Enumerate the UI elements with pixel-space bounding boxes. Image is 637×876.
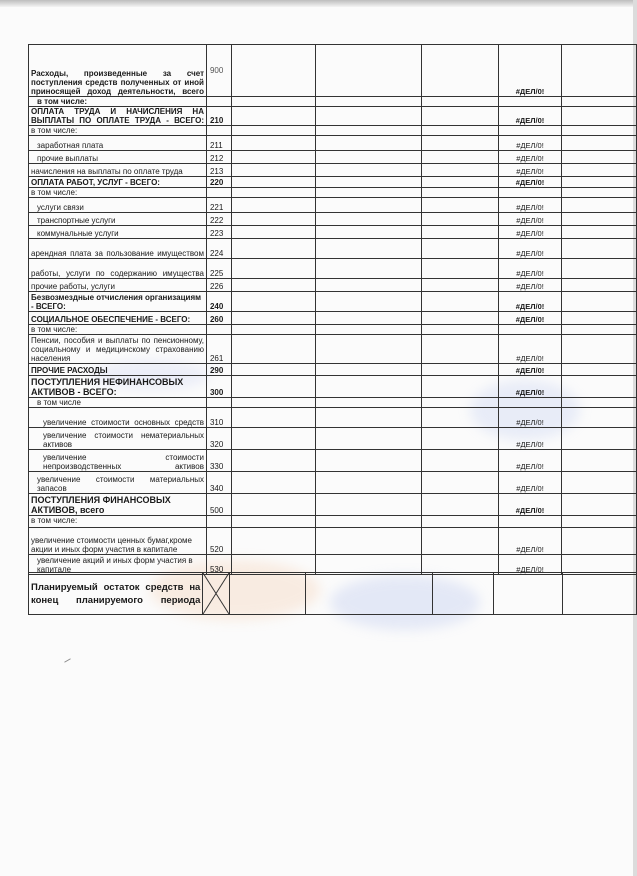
row-label: ОПЛАТА ТРУДА И НАЧИСЛЕНИЯ НА ВЫПЛАТЫ ПО ОПЛАТЕ ТРУДА - ВСЕГО: [29,107,207,126]
table-row [29,177,637,188]
cell [433,573,494,615]
cell [231,45,315,97]
row-label: в том числе: [29,126,207,136]
row-label: прочие выплаты [29,151,207,164]
row-code: 212 [206,151,231,164]
cell [563,573,637,615]
row-label: транспортные услуги [29,213,207,226]
cell [493,573,563,615]
row-value: #ДЕЛ/0! [498,164,562,177]
row-label: прочие работы, услуги [29,279,207,292]
table-row [29,45,637,97]
table-row [29,97,637,107]
row-code: 240 [206,292,231,312]
row-label: ПОСТУПЛЕНИЯ ФИНАНСОВЫХ АКТИВОВ, всего [29,494,207,516]
table-row [29,335,637,364]
row-label: увеличение стоимости ценных бумаг,кроме акции и иных форм участия в капитале [29,528,207,555]
row-label: заработная плата [29,136,207,151]
row-value: #ДЕЛ/0! [498,494,562,516]
row-value: #ДЕЛ/0! [498,312,562,325]
row-value: #ДЕЛ/0! [498,107,562,126]
row-code: 330 [206,450,231,472]
row-code: 220 [206,177,231,188]
row-label: в том числе: [29,325,207,335]
cell [562,45,637,97]
row-value: #ДЕЛ/0! [498,226,562,239]
expense-table [28,44,637,575]
row-label: коммунальные услуги [29,226,207,239]
row-value: #ДЕЛ/0! [498,177,562,188]
row-value: #ДЕЛ/0! [498,259,562,279]
row-value: #ДЕЛ/0! [498,528,562,555]
row-label: увеличение стоимости основных средств [29,408,207,428]
table-row [29,325,637,335]
row-code: 500 [206,494,231,516]
table-row [29,107,637,126]
row-label: работы, услуги по содержанию имущества [29,259,207,279]
table-row [29,226,637,239]
row-label: Пенсии, пособия и выплаты по пенсионному, социальному и медицинскому страхованию населения [29,335,207,364]
table-row [29,164,637,177]
row-code: 520 [206,528,231,555]
row-code: 222 [206,213,231,226]
row-code: 900 [206,45,231,97]
row-code: 260 [206,312,231,325]
table-row [29,450,637,472]
row-code: 211 [206,136,231,151]
row-code: 225 [206,259,231,279]
row-value: #ДЕЛ/0! [498,335,562,364]
row-label: Безвозмездные отчисления организациям - ВСЕГО: [29,292,207,312]
row-label: ОПЛАТА РАБОТ, УСЛУГ - ВСЕГО: [29,177,207,188]
planned-balance-table [28,572,637,615]
table-row [29,312,637,325]
cell [315,45,421,97]
row-label: ПРОЧИЕ РАСХОДЫ [29,364,207,376]
table-row [29,376,637,398]
row-label: в том числе [29,398,207,408]
row-code: 223 [206,226,231,239]
row-value: #ДЕЛ/0! [498,239,562,259]
row-value: #ДЕЛ/0! [498,292,562,312]
planned-balance-label: Планируемый остаток средств на конец планируемого периода [29,573,203,615]
row-value: #ДЕЛ/0! [498,450,562,472]
row-label: начисления на выплаты по оплате труда [29,164,207,177]
row-label: в том числе: [29,516,207,528]
table-row [29,239,637,259]
table-row [29,573,637,615]
table-row [29,364,637,376]
row-code: 340 [206,472,231,494]
row-value: #ДЕЛ/0! [498,364,562,376]
table-row [29,292,637,312]
table-row [29,198,637,213]
table-row [29,528,637,555]
cell [230,573,306,615]
row-label: увеличение стоимости непроизводственных активов [29,450,207,472]
table-row [29,126,637,136]
row-label: ПОСТУПЛЕНИЯ НЕФИНАНСОВЫХ АКТИВОВ - ВСЕГО: [29,376,207,398]
row-label: увеличение стоимости нематериальных активов [29,428,207,450]
cell [422,45,498,97]
row-value: #ДЕЛ/0! [498,151,562,164]
cell [305,573,432,615]
table-row [29,408,637,428]
row-value: #ДЕЛ/0! [498,213,562,226]
table-row [29,188,637,198]
row-code: 210 [206,107,231,126]
row-code: 226 [206,279,231,292]
row-label: СОЦИАЛЬНОЕ ОБЕСПЕЧЕНИЕ - ВСЕГО: [29,312,207,325]
row-value: #ДЕЛ/0! [498,45,562,97]
table-row [29,259,637,279]
row-code: 224 [206,239,231,259]
row-value: #ДЕЛ/0! [498,428,562,450]
table-row [29,213,637,226]
row-code: 213 [206,164,231,177]
row-label: Расходы, произведенные за счет поступления средств полученных от иной приносящей доход деятельности, всего [29,45,207,97]
table-row [29,472,637,494]
row-label: в том числе: [29,97,207,107]
row-value: #ДЕЛ/0! [498,198,562,213]
row-value: #ДЕЛ/0! [498,555,562,575]
row-code: 261 [206,335,231,364]
row-value: #ДЕЛ/0! [498,279,562,292]
table-row [29,494,637,516]
row-code: 300 [206,376,231,398]
row-value: #ДЕЛ/0! [498,408,562,428]
row-value: #ДЕЛ/0! [498,472,562,494]
row-code: 290 [206,364,231,376]
row-code: 221 [206,198,231,213]
table-row [29,279,637,292]
row-value: #ДЕЛ/0! [498,376,562,398]
row-code: 310 [206,408,231,428]
row-label: арендная плата за пользование имуществом [29,239,207,259]
table-row [29,516,637,528]
row-code: 530 [206,555,231,575]
table-row [29,428,637,450]
row-code: 320 [206,428,231,450]
row-value: #ДЕЛ/0! [498,136,562,151]
row-label: в том числе: [29,188,207,198]
row-label: услуги связи [29,198,207,213]
table-row [29,151,637,164]
cross-out-mark [203,573,230,615]
row-label: увеличение акций и иных форм участия в капитале [29,555,207,575]
table-row [29,398,637,408]
row-label: увеличение стоимости материальных запасов [29,472,207,494]
table-row [29,136,637,151]
